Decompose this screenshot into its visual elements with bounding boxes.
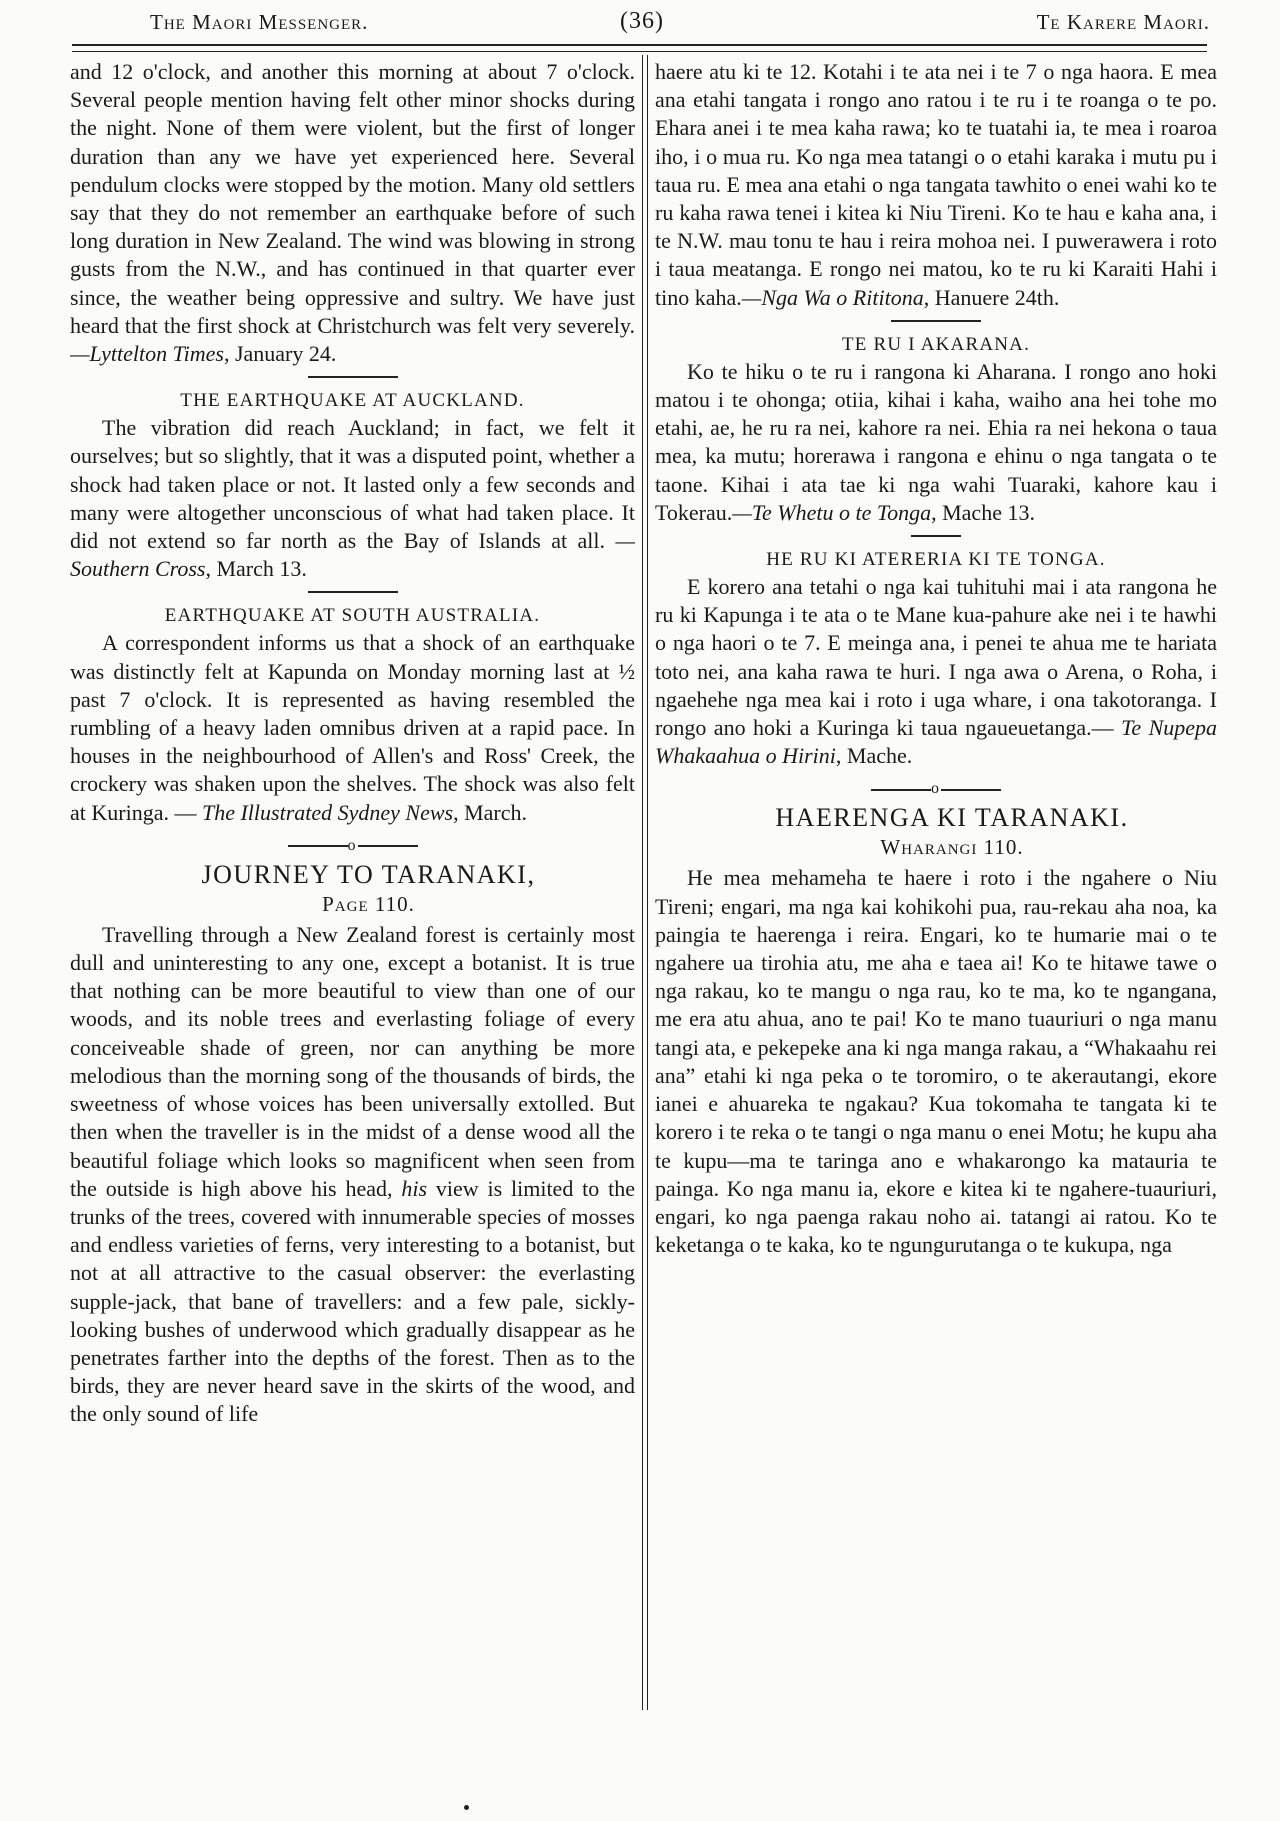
article-paragraph: E korero ana tetahi o nga kai tuhituhi mai i ata rangona he ru ki Kapunga i te ata o te Mane kua-pahure ake nei i te hawhi o nga haori o te 7. E meinga ana, i penei te ahua me te hariata toto nei, ana kaha rawa te huri. I nga awa o Arena, o Roha, i ngaehehe nga mea kai i roto i uga whare, i ona takotoranga. I rongo ano hoki a Kuringa ki taua ngaueuetanga.— Te Nupepa Whakaahua o Hirini, Mache. (655, 574, 1217, 769)
article-source: —Te Whetu o te Tonga (732, 499, 932, 525)
article-source: —Lyttelton Times (70, 341, 224, 367)
section-heading: HE RU KI ATERERIA KI TE TONGA. (766, 549, 1106, 571)
section-heading: EARTHQUAKE AT SOUTH AUSTRALIA. (164, 605, 541, 627)
article-paragraph: and 12 o'clock, and another this morning at about 7 o'clock. Several people mention having felt other minor shocks during the night. None of them were violent, but the first of longer duration than any we have yet experienced here. Several pendulum clocks were stopped by the motion. Many old settlers say that they do not remember an earthquake before of such long duration in New Zealand. The wind was blowing in strong gusts from the N.W., and has continued in that quarter ever since, the weather being oppressive and sultry. We have just heard that the first shock at Christchurch was felt very severely. —Lyttelton Times, January 24. (70, 59, 635, 367)
section-heading: TE RU I AKARANA. (841, 333, 1031, 355)
header-title-english: The Maori Messenger. (150, 10, 369, 34)
article-paragraph: Ko te hiku o te ru i rangona ki Aharana. I rongo ano hoki matou i te ohonga; otiia, kihai i kaha, waiho ana hei tohe mo etahi, ae, he ru ra nei, kahore ra nei. Ehia ra nei hekona o taua mea, ka mutu; horerawa i rangona e ehinu o nga tangata o te taone. Kihai i ata tae ki nga wahi Tuaraki, kahore kau i Tokerau.—Te Whetu o te Tonga, Mache 13. (655, 358, 1217, 525)
page-header (150, 10, 1210, 38)
section-divider (308, 376, 398, 378)
section-divider (911, 535, 961, 537)
page-number: (36) (620, 8, 664, 34)
article-page-ref: Wharangi 110. (880, 835, 1024, 860)
column-divider-right (647, 55, 648, 1710)
maori-column (655, 58, 1217, 1718)
article-source: —Southern Cross (70, 528, 635, 582)
english-column (70, 58, 635, 1718)
printer-mark (464, 1805, 469, 1810)
section-divider (891, 320, 981, 322)
header-title-maori: Te Karere Maori. (1036, 10, 1210, 34)
article-source: Te Nupepa Whakaahua o Hirini (655, 715, 1217, 769)
section-divider (308, 591, 398, 593)
column-divider-left (642, 55, 643, 1710)
section-heading: THE EARTHQUAKE AT AUCKLAND. (180, 390, 525, 412)
article-paragraph: A correspondent informs us that a shock of an earthquake was distinctly felt at Kapunda on Monday morning last at ½ past 7 o'clock. It is represented as having resembled the rumbling of a heavy laden omnibus driven at a rapid pace. In houses in the neighbourhood of Allen's and Ross' Creek, the crockery was shaken upon the shelves. The shock was also felt at Kuringa. — The Illustrated Sydney News, March. (70, 630, 635, 825)
article-title: JOURNEY TO TARANAKI, (201, 859, 536, 889)
section-ornament: o (655, 780, 1217, 798)
article-paragraph: haere atu ki te 12. Kotahi i te ata nei i te 7 o nga haora. E mea ana etahi tangata i rongo ano ratou i te ru i te roanga o te po. Ehara anei i te mea kaha rawa; ko te tuatahi ia, te mea i roaroa iho, i o mua ru. Ko nga mea tatangi o o etahi karaka i mutu pu i taua ru. E mea ana etahi o nga tangata tawhito o enei wahi ko te ru kaha rawa tenei i kitea ki Niu Tireni. Ko te hau e kaha ana, i te N.W. mau tonu te hau i reira mohoa nei. I puwerawera i roto i taua meatanga. E rongo nei matou, ko te ru ki Karaiti Hahi i tino kaha.—Nga Wa o Rititona, Hanuere 24th. (655, 59, 1217, 310)
article-paragraph: He mea mehameha te haere i roto i the ngahere o Niu Tireni; engari, ma nga kai kohikohi pua, rau-rekau aha noa, ka paingia te haerenga i reira. Engari, ko te humarie mai o te ngahere ua tirohia atu, me aha e taea ai! Ko te hitawe tawe o nga rakau, ko te mangu o nga rau, ko te ma, ko te ngangana, me era atu ahua, ano te pai! Ko te mano tuauriuri o nga manu tangi ata, e pekepeke ana ki nga manga rakau, a “Whakaahu rei ana” etahi ki nga peka o te toromiro, o te akerautangi, ekore ianei e ahuareka te ngakau? Kua tokomaha te tangata ki te korero i te reka o te tangi o nga manu o enei Motu; he kupu aha te kupu—ma te taringa ano e whakarongo ka matauria te painga. Ko nga manu ia, ekore e kitea ki te ngahere-tuauriuri, engari, ko nga paenga rakau noho ai. tatangi ai ratou. Ko te keketanga o te kaka, ko te ngungurutanga o te kukupa, nga (655, 865, 1217, 1258)
article-source: —Nga Wa o Rititona (741, 284, 924, 310)
header-rule-thin (72, 51, 1207, 52)
article-paragraph: Travelling through a New Zealand forest is certainly most dull and uninteresting to any one, except a botanist. It is true that nothing can be more beautiful to view than one of our woods, and its noble trees and everlasting foliage of every conceiveable shade of green, nor can anything be more melodious than the morning song of the thousands of birds, the sweetness of whose voices has been universally extolled. But then when the traveller is in the midst of a dense wood all the beautiful foliage which looks so magnificent when seen from the outside is high above his head, his view is limited to the trunks of the trees, covered with innumerable species of mosses and endless varieties of ferns, very interesting to a botanist, but not at all attractive to the casual observer: the everlasting supple-jack, that bane of travellers: and a few pale, sickly-looking bushes of underwood which gradually disappear as he penetrates farther into the depths of the forest. Then as to the birds, they are never heard save in the skirts of the wood, and the only sound of life (70, 921, 635, 1427)
article-title: HAERENGA KI TARANAKI. (775, 803, 1129, 833)
article-source: The Illustrated Sydney News (201, 799, 454, 825)
article-page-ref: Page 110. (322, 891, 415, 916)
section-ornament: o (70, 837, 635, 855)
header-rule (72, 44, 1207, 46)
article-paragraph: The vibration did reach Auckland; in fact, we felt it ourselves; but so slightly, that it was a disputed point, whether a shock had taken place or not. It lasted only a few seconds and many were altogether unconscious of what had taken place. It did not extend so far north as the Bay of Islands at all. —Southern Cross, March 13. (70, 415, 635, 582)
